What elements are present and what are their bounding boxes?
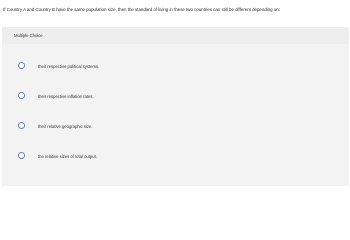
choice-option-4[interactable]: [2, 150, 349, 164]
radio-button-icon[interactable]: [18, 92, 25, 99]
radio-button-icon[interactable]: [18, 152, 25, 159]
choice-label: their respective political systems.: [38, 63, 100, 69]
multiple-choice-header: [2, 27, 349, 44]
multiple-choice-panel: [2, 27, 349, 186]
multiple-choice-header-label: Multiple Choice: [14, 33, 43, 38]
radio-button-icon[interactable]: [18, 122, 25, 129]
choice-label: their respective inflation rates.: [38, 93, 94, 99]
choice-label: their relative geographic size.: [38, 123, 93, 129]
radio-button-icon[interactable]: [18, 62, 25, 69]
choice-option-2[interactable]: [2, 90, 349, 104]
choice-label: the relative sizes of total output.: [38, 153, 97, 159]
choice-option-3[interactable]: [2, 120, 349, 134]
question-text: If Country A and Country B have the same population size, then the standard of living in these two countries can still be different depending on:: [3, 7, 280, 12]
choice-option-1[interactable]: [2, 60, 349, 74]
